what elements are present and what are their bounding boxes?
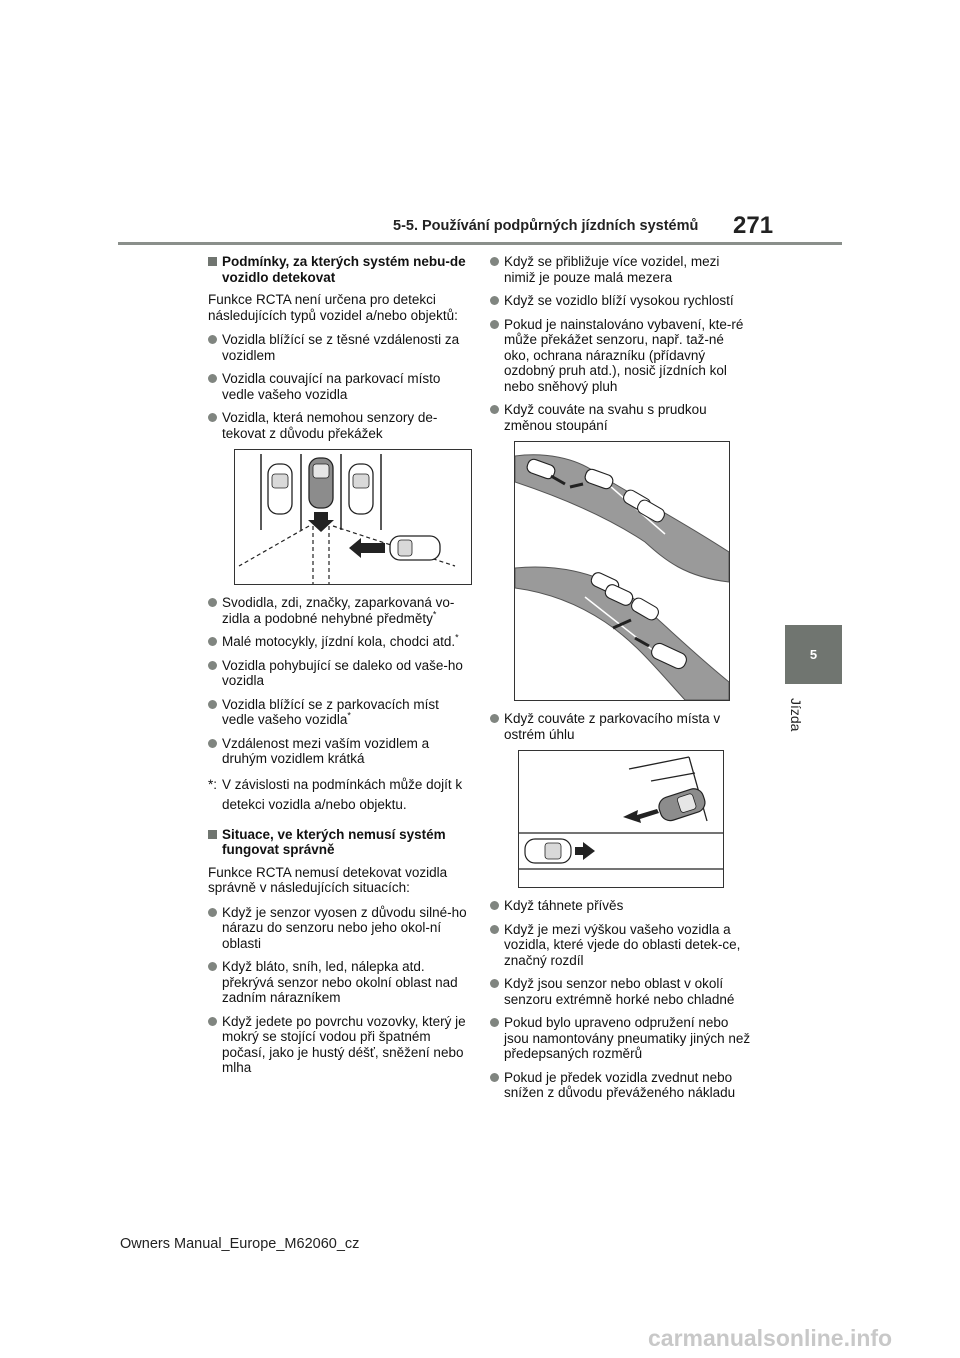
- list-item: Vozidla, která nemohou senzory de-tekovat z důvodu překážek: [208, 410, 470, 441]
- slope-figure: [514, 441, 730, 701]
- list-item: Když je senzor vyosen z důvodu silné-ho nárazu do senzoru nebo jeho okol-ní oblasti: [208, 905, 470, 952]
- intro-paragraph-1: Funkce RCTA není určena pro detekci následujících typů vozidel a/nebo objektů:: [208, 292, 458, 323]
- passing-car: [525, 839, 571, 863]
- list-item: Když couváte na svahu s prudkou změnou stoupání: [490, 402, 752, 433]
- list-item: Pokud bylo upraveno odpružení nebo jsou namontovány pneumatiky jiných než předepsaných rozměrů: [490, 1015, 752, 1062]
- intro-paragraph-2: Funkce RCTA nemusí detekovat vozidla správně v následujících situacích:: [208, 864, 448, 895]
- list-item: Svodidla, zdi, značky, zaparkovaná vo-zidla a podobné nehybné předměty*: [208, 595, 470, 626]
- list-item: Když jedete po povrchu vozovky, který je mokrý se stojící vodou při špatném počasí, jako je hustý déšť, sněžení nebo mlha: [208, 1014, 470, 1076]
- list-item: Když táhnete přívěs: [490, 898, 752, 914]
- list-item: Když couváte z parkovacího místa v ostrém úhlu: [490, 711, 752, 742]
- own-car: [308, 458, 334, 532]
- list-item: Když jsou senzor nebo oblast v okolí senzoru extrémně horké nebo chladné: [490, 976, 752, 1007]
- list-item: Vozidla pohybující se daleko od vaše-ho vozidla: [208, 658, 470, 689]
- parking-lot-figure: [234, 449, 472, 585]
- parked-car-left: [268, 464, 292, 514]
- slope-illustration: [515, 442, 729, 700]
- list-item: Když se přibližuje více vozidel, mezi nimiž je pouze malá mezera: [490, 254, 752, 285]
- list-item: Když bláto, sníh, led, nálepka atd. překrývá senzor nebo okolní oblast nad zadním nárazníkem: [208, 959, 470, 1006]
- right-column: [490, 254, 752, 1109]
- footnote: [208, 775, 470, 815]
- angled-parking-illustration: [519, 751, 723, 887]
- parked-car-right: [349, 464, 373, 514]
- left-column: [208, 254, 470, 1084]
- footnote-text: V závislosti na podmínkách může dojít k detekci vozidla a/nebo objektu.: [222, 776, 463, 812]
- list-item: Vozidla blížící se z těsné vzdálenosti za vozidlem: [208, 332, 470, 363]
- section-title: 5-5. Používání podpůrných jízdních systémů: [393, 218, 699, 234]
- list-item: Vzdálenost mezi vaším vozidlem a druhým vozidlem krátká: [208, 736, 470, 767]
- watermark: carmanualsonline.info: [648, 1325, 893, 1351]
- chapter-label: Jízda: [788, 698, 804, 732]
- list-item: Vozidla blížící se z parkovacích míst vedle vašeho vozidla*: [208, 697, 470, 728]
- list-item: Pokud je nainstalováno vybavení, kte-ré může překážet senzoru, např. taž-né oko, ochrana nárazníku (přídavný ozdobný pruh atd.), nosič jízdních kol nebo sněhový pluh: [490, 317, 752, 395]
- header-rule: [118, 242, 842, 245]
- page-number: 271: [733, 212, 774, 239]
- list-item: Když je mezi výškou vašeho vozidla a vozidla, které vjede do oblasti detek-ce, značný rozdíl: [490, 922, 752, 969]
- page-footer: Owners Manual_Europe_M62060_cz: [120, 1236, 360, 1252]
- list-item: Vozidla couvající na parkovací místo vedle vašeho vozidla: [208, 371, 470, 402]
- parking-lot-illustration: [235, 450, 471, 584]
- angled-parking-figure: [518, 750, 724, 888]
- section-heading-2: Situace, ve kterých nemusí systém fungovat správně: [208, 827, 470, 858]
- list-item: Pokud je předek vozidla zvednut nebo snížen z důvodu převáženého nákladu: [490, 1070, 752, 1101]
- list-item: Když se vozidlo blíží vysokou rychlostí: [490, 293, 752, 309]
- footnote-mark: *:: [208, 776, 218, 792]
- chapter-tab: 5: [785, 625, 842, 684]
- section-heading-1: Podmínky, za kterých systém nebu-de vozidlo detekovat: [208, 254, 470, 285]
- list-item: Malé motocykly, jízdní kola, chodci atd.*: [208, 634, 470, 650]
